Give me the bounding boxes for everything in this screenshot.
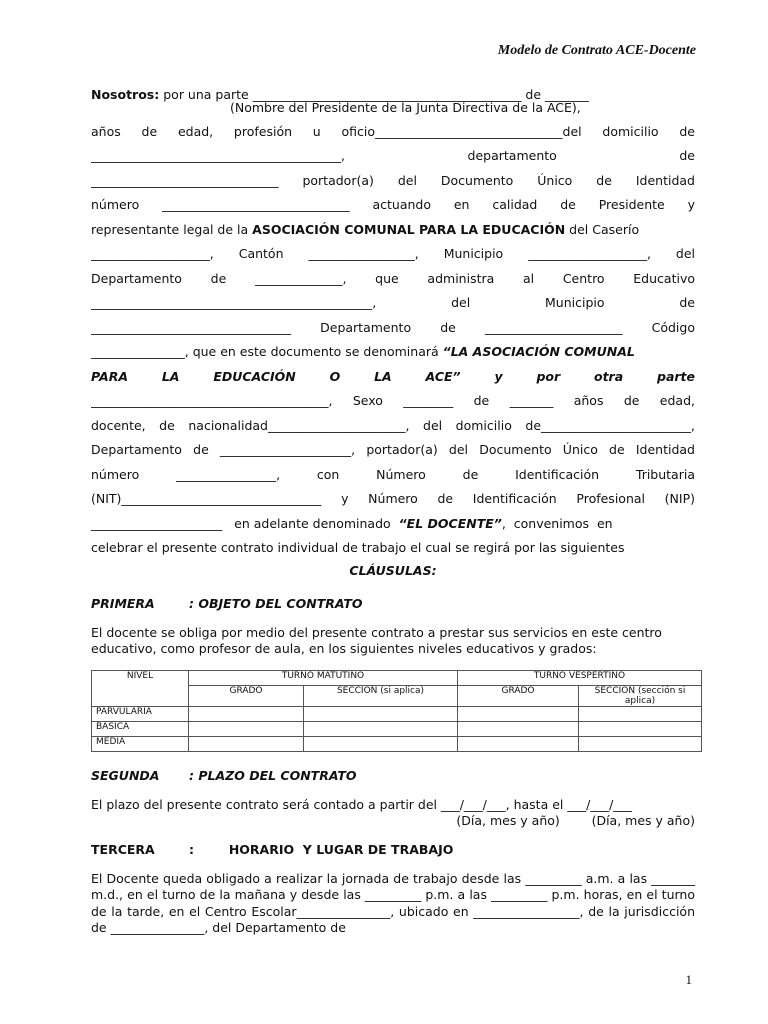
contract-body [91,86,695,937]
intro-line-12: PARA LA EDUCACIÓN O LA ACE” y por otra parte [91,368,695,384]
intro-line-19: celebrar el presente contrato individual de trabajo el cual se regirá por las siguientes [91,540,625,555]
tercera-heading: TERCERA : HORARIO Y LUGAR DE TRABAJO [91,841,454,857]
intro-line-17: (NIT)________________________________ y Número de Identificación Profesional (NIP) [91,491,695,506]
nosotros-label: Nosotros: [91,87,160,102]
intro-line-5: número ______________________________ actuando en calidad de Presidente y [91,197,695,212]
intro-line-11: _______________, que en este documento se denominará “LA ASOCIACIÓN COMUNAL [91,344,635,359]
intro-line-15: Departamento de _____________________, portador(a) del Documento Único de Identidad [91,442,695,457]
col-grado-v: GRADO [458,685,579,706]
intro-line-7: ___________________, Cantón _________________, Municipio ___________________, del [91,246,695,261]
intro-line-13: ______________________________________, Sexo ________ de _______ años de edad, [91,393,695,408]
table-row: PARVULARIA [92,706,702,721]
intro-line-14: docente, de nacionalidad______________________, del domicilio de________________________, [91,417,695,433]
col-turno-matutino: TURNO MATUTINO [189,670,458,685]
primera-text: El docente se obliga por medio del presente contrato a prestar sus servicios en este centro educativo, como profesor de aula, en los siguientes niveles educativos y grados: [91,624,662,656]
intro-line-18: _____________________ en adelante denominado “EL DOCENTE”, convenimos en [91,515,613,531]
el-docente-term: “EL DOCENTE” [398,515,502,531]
tercera-text: El Docente queda obligado a realizar la jornada de trabajo desde las _________ a.m. a las _______ m.d., en el turno de la mañana y desde las _________ p.m. a las _________ p.m. horas, en el turno de la tarde, en el Centro Escolar_______________, ubicado en _________________, de la jurisdicción de _______________, del Departamento de [91,870,695,935]
intro-line-1: Nosotros: por una parte ___________________________________________ de _______ [91,87,589,102]
intro-line-1b: (Nombre del Presidente de la Junta Directiva de la ACE), [230,99,581,115]
col-nivel: NIVEL [92,670,189,706]
segunda-text: El plazo del presente contrato será contado a partir del ___/___/___, hasta el ___/___/___ [91,796,633,812]
ace-name: ASOCIACIÓN COMUNAL PARA LA EDUCACIÓN [252,221,566,237]
document-header: Modelo de Contrato ACE-Docente [497,43,696,58]
intro-line-4: ______________________________ portador(a) del Documento Único de Identidad [91,172,695,188]
clausulas-title: CLÁUSULAS: [349,562,437,578]
segunda-heading: SEGUNDA : PLAZO DEL CONTRATO [91,767,357,783]
col-seccion-v: SECCION (sección si aplica) [579,685,702,706]
col-grado-m: GRADO [189,685,304,706]
intro-line-3: ________________________________________, departamento de [91,148,695,163]
intro-line-10: ________________________________ Departamento de ______________________ Código [91,319,695,335]
table-row: BASICA [92,721,702,736]
intro-line-6: representante legal de la ASOCIACIÓN COMUNAL PARA LA EDUCACIÓN del Caserío [91,221,640,237]
intro-line-8: Departamento de ______________, que administra al Centro Educativo [91,270,695,286]
intro-line-9: _____________________________________________, del Municipio de [91,295,695,310]
primera-heading: PRIMERA : OBJETO DEL CONTRATO [91,595,363,611]
levels-table [91,670,702,752]
col-seccion-m: SECCION (si aplica) [304,685,458,706]
page-number: 1 [685,972,692,987]
segunda-subtext: (Día, mes y año) (Día, mes y año) [456,813,695,828]
intro-line-2: años de edad, profesión u oficio______________________________del domicilio de [91,123,695,139]
table-row: MEDIA [92,736,702,751]
intro-line-16: número ________________, con Número de Identificación Tributaria [91,466,695,482]
col-turno-vespertino: TURNO VESPERTINO [458,670,702,685]
